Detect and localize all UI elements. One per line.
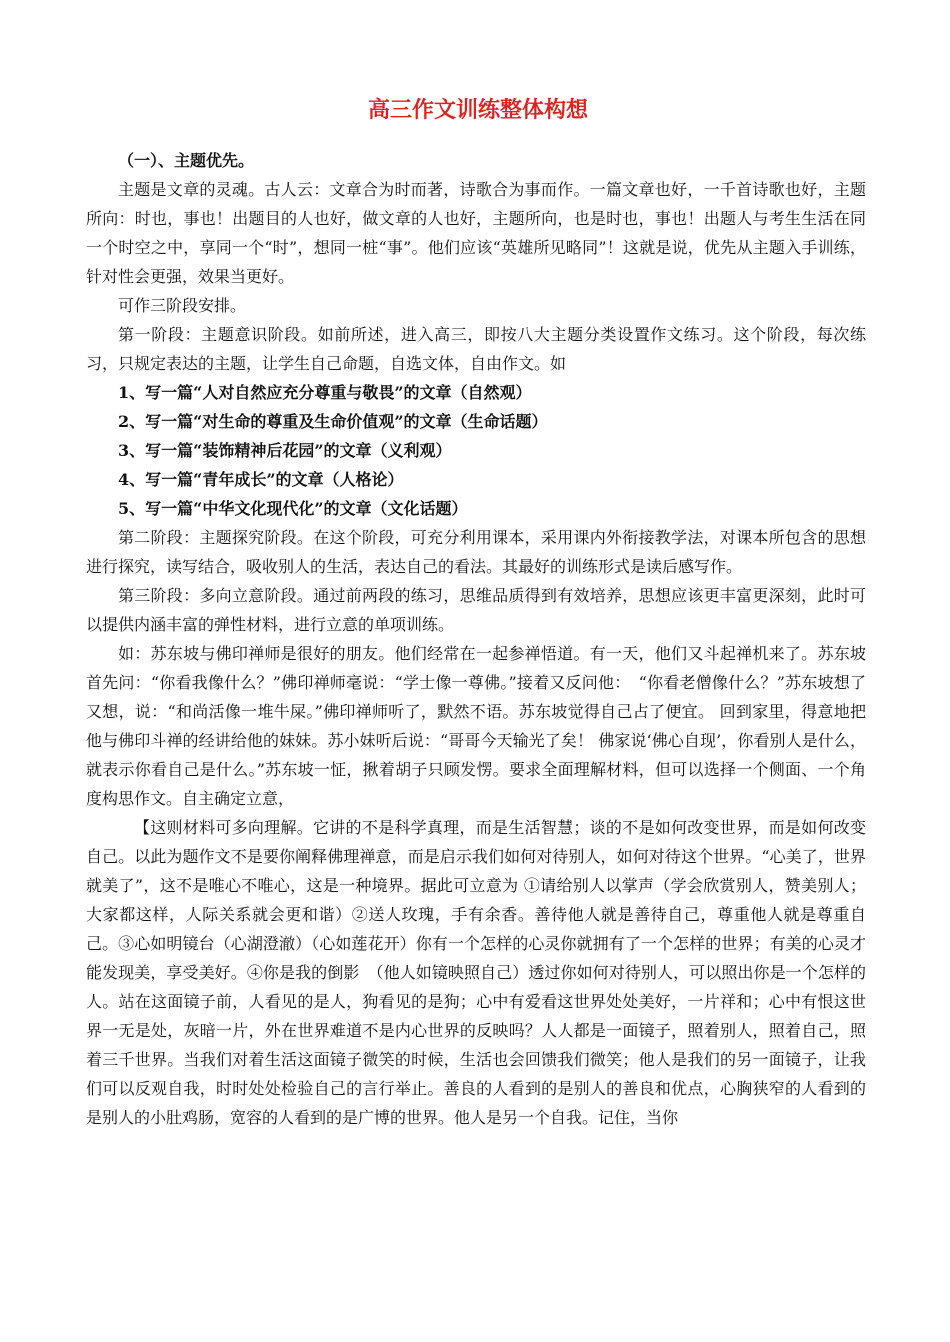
paragraph-stage-one: 第一阶段：主题意识阶段。如前所述，进入高三，即按八大主题分类设置作文练习。这个阶段，每次练习，只规定表达的主题，让学生自己命题，自选文体，自由作文。如 xyxy=(86,325,866,373)
paragraph-three-stages: 可作三阶段安排。 xyxy=(118,296,247,315)
paragraph-theme-intro: 主题是文章的灵魂。古人云：文章合为时而著，诗歌合为事而作。一篇文章也好，一千首诗歌也好，主题所向：时也，事也！出题目的人也好，做文章的人也好，主题所向，也是时也，事也！出题人与考生生活在同一个时空之中，享同一个“时”，想同一桩“事”。他们应该“英雄所见略同”！这就是说，优先从主题入手训练，针对性会更强，效果当更好。 xyxy=(86,180,866,286)
list-item: 5、写一篇“中华文化现代化”的文章（文化话题） xyxy=(118,499,468,518)
list-item: 1、写一篇“人对自然应充分尊重与敬畏”的文章（自然观） xyxy=(118,383,532,402)
page-title: 高三作文训练整体构想 xyxy=(367,98,588,123)
section-heading: （一）、主题优先。 xyxy=(118,151,255,170)
list-item: 4、写一篇“青年成长”的文章（人格论） xyxy=(118,470,404,489)
document-page xyxy=(86,96,866,1132)
topic-list xyxy=(86,378,866,523)
paragraph-example-material: 如：苏东坡与佛印禅师是很好的朋友。他们经常在一起参禅悟道。有一天，他们又斗起禅机来了。苏东坡首先问：“你看我像什么？”佛印禅师毫说：“学士像一尊佛。”接着又反问他： “你看老僧像什么？”苏东坡想了又想，说：“和尚活像一堆牛屎。”佛印禅师听了，默然不语。苏东坡觉得自己占了便宜。 回到家里，得意地把他与佛印斗禅的经讲给他的妹妹。苏小妹听后说：“哥哥今天输光了矣！ 佛家说‘佛心自现’，你看别人是什么，就表示你看自己是什么。”苏东坡一怔，揪着胡子只顾发愣。要求全面理解材料，但可以选择一个侧面、一个角度构思作文。自主确定立意， xyxy=(86,644,866,808)
paragraph-stage-three: 第三阶段：多向立意阶段。通过前两段的练习，思维品质得到有效培养，思想应该更丰富更深刻，此时可以提供内涵丰富的弹性材料，进行立意的单项训练。 xyxy=(86,586,866,634)
list-item: 3、写一篇“装饰精神后花园”的文章（义利观） xyxy=(118,441,452,460)
list-item: 2、写一篇“对生命的尊重及生命价值观”的文章（生命话题） xyxy=(118,412,548,431)
paragraph-stage-two: 第二阶段：主题探究阶段。在这个阶段，可充分利用课本，采用课内外衔接教学法，对课本所包含的思想进行探究，读写结合，吸收别人的生活，表达自己的看法。其最好的训练形式是读后感写作。 xyxy=(86,528,866,576)
paragraph-analysis: 【这则材料可多向理解。它讲的不是科学真理，而是生活智慧；谈的不是如何改变世界，而是如何改变自己。以此为题作文不是要你阐释佛理禅意，而是启示我们如何对待别人，如何对待这个世界。“心美了，世界就美了”，这不是唯心不唯心，这是一种境界。据此可立意为 ①请给别人以掌声（学会欣赏别人，赞美别人；大家都这样，人际关系就会更和谐）②送人玫瑰，手有余香。善待他人就是善待自己，尊重他人就是尊重自己。③心如明镜台（心湖澄澈）（心如莲花开）你有一个怎样的心灵你就拥有了一个怎样的世界；有美的心灵才能发现美，享受美好。④你是我的倒影 （他人如镜映照自己）透过你如何对待别人，可以照出你是一个怎样的人。站在这面镜子前，人看见的是人，狗看见的是狗；心中有爱看这世界处处美好，一片祥和；心中有恨这世界一无是处，灰暗一片，外在世界难道不是内心世界的反映吗？人人都是一面镜子，照着别人，照着自己，照着三千世界。当我们对着生活这面镜子微笑的时候，生活也会回馈我们微笑；他人是我们的另一面镜子，让我们可以反观自我，时时处处检验自己的言行举止。善良的人看到的是别人的善良和优点，心胸狭窄的人看到的是别人的小肚鸡肠，宽容的人看到的是广博的世界。他人是另一个自我。记住，当你 xyxy=(86,818,866,1127)
